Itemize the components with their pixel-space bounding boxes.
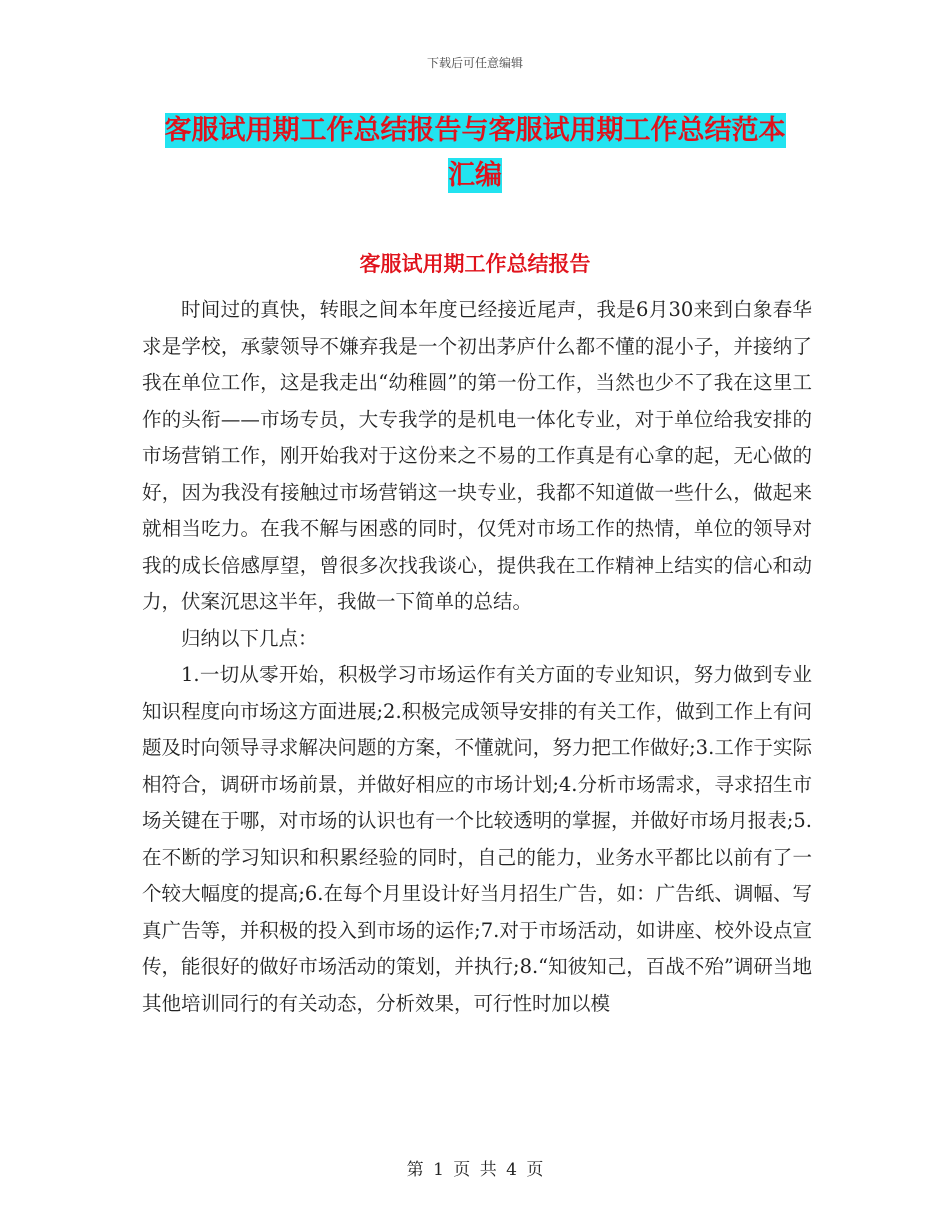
paragraph-points: 1.一切从零开始，积极学习市场运作有关方面的专业知识，努力做到专业知识程度向市场这方面进展;2.积极完成领导安排的有关工作，做到工作上有问题及时向领导寻求解决问题的方案，不懂就问，努力把工作做好;3.工作于实际相符合，调研市场前景，并做好相应的市场计划;4.分析市场需求，寻求招生市场关键在于哪，对市场的认识也有一个比较透明的掌握，并做好市场月报表;5.在不断的学习知识和积累经验的同时，自己的能力，业务水平都比以前有了一个较大幅度的提高;6.在每个月里设计好当月招生广告，如：广告纸、调幅、写真广告等，并积极的投入到市场的运作;7.对于市场活动，如讲座、校外设点宣传，能很好的做好市场活动的策划，并执行;8.“知彼知己，百战不殆”调研当地其他培训同行的有关动态，分析效果，可行性时加以模 — [142, 663, 812, 1015]
paragraph-summary-lead: 归纳以下几点： — [181, 626, 318, 650]
page-number-footer: 第 1 页 共 4 页 — [406, 1160, 544, 1180]
header-note: 下载后可任意编辑 — [426, 56, 523, 70]
paragraph-intro: 时间过的真快，转眼之间本年度已经接近尾声，我是6月30来到白象春华求是学校，承蒙领导不嫌弃我是一个初出茅庐什么都不懂的混小子，并接纳了我在单位工作，这是我走出“幼稚圆”的第一份工作，当然也少不了我在这里工作的头衔——市场专员，大专我学的是机电一体化专业，对于单位给我安排的市场营销工作，刚开始我对于这份来之不易的工作真是有心拿的起，无心做的好，因为我没有接触过市场营销这一块专业，我都不知道做一些什么，做起来就相当吃力。在我不解与困惑的同时，仅凭对市场工作的热情，单位的领导对我的成长倍感厚望，曾很多次找我谈心，提供我在工作精神上结实的信心和动力，伏案沉思这半年，我做一下简单的总结。 — [142, 298, 812, 613]
document-title-line1: 客服试用期工作总结报告与客服试用期工作总结范本 — [164, 115, 786, 146]
document-title — [0, 108, 950, 198]
document-title-line2: 汇编 — [448, 160, 502, 191]
section-title: 客服试用期工作总结报告 — [359, 251, 591, 276]
body-text — [142, 292, 812, 1022]
